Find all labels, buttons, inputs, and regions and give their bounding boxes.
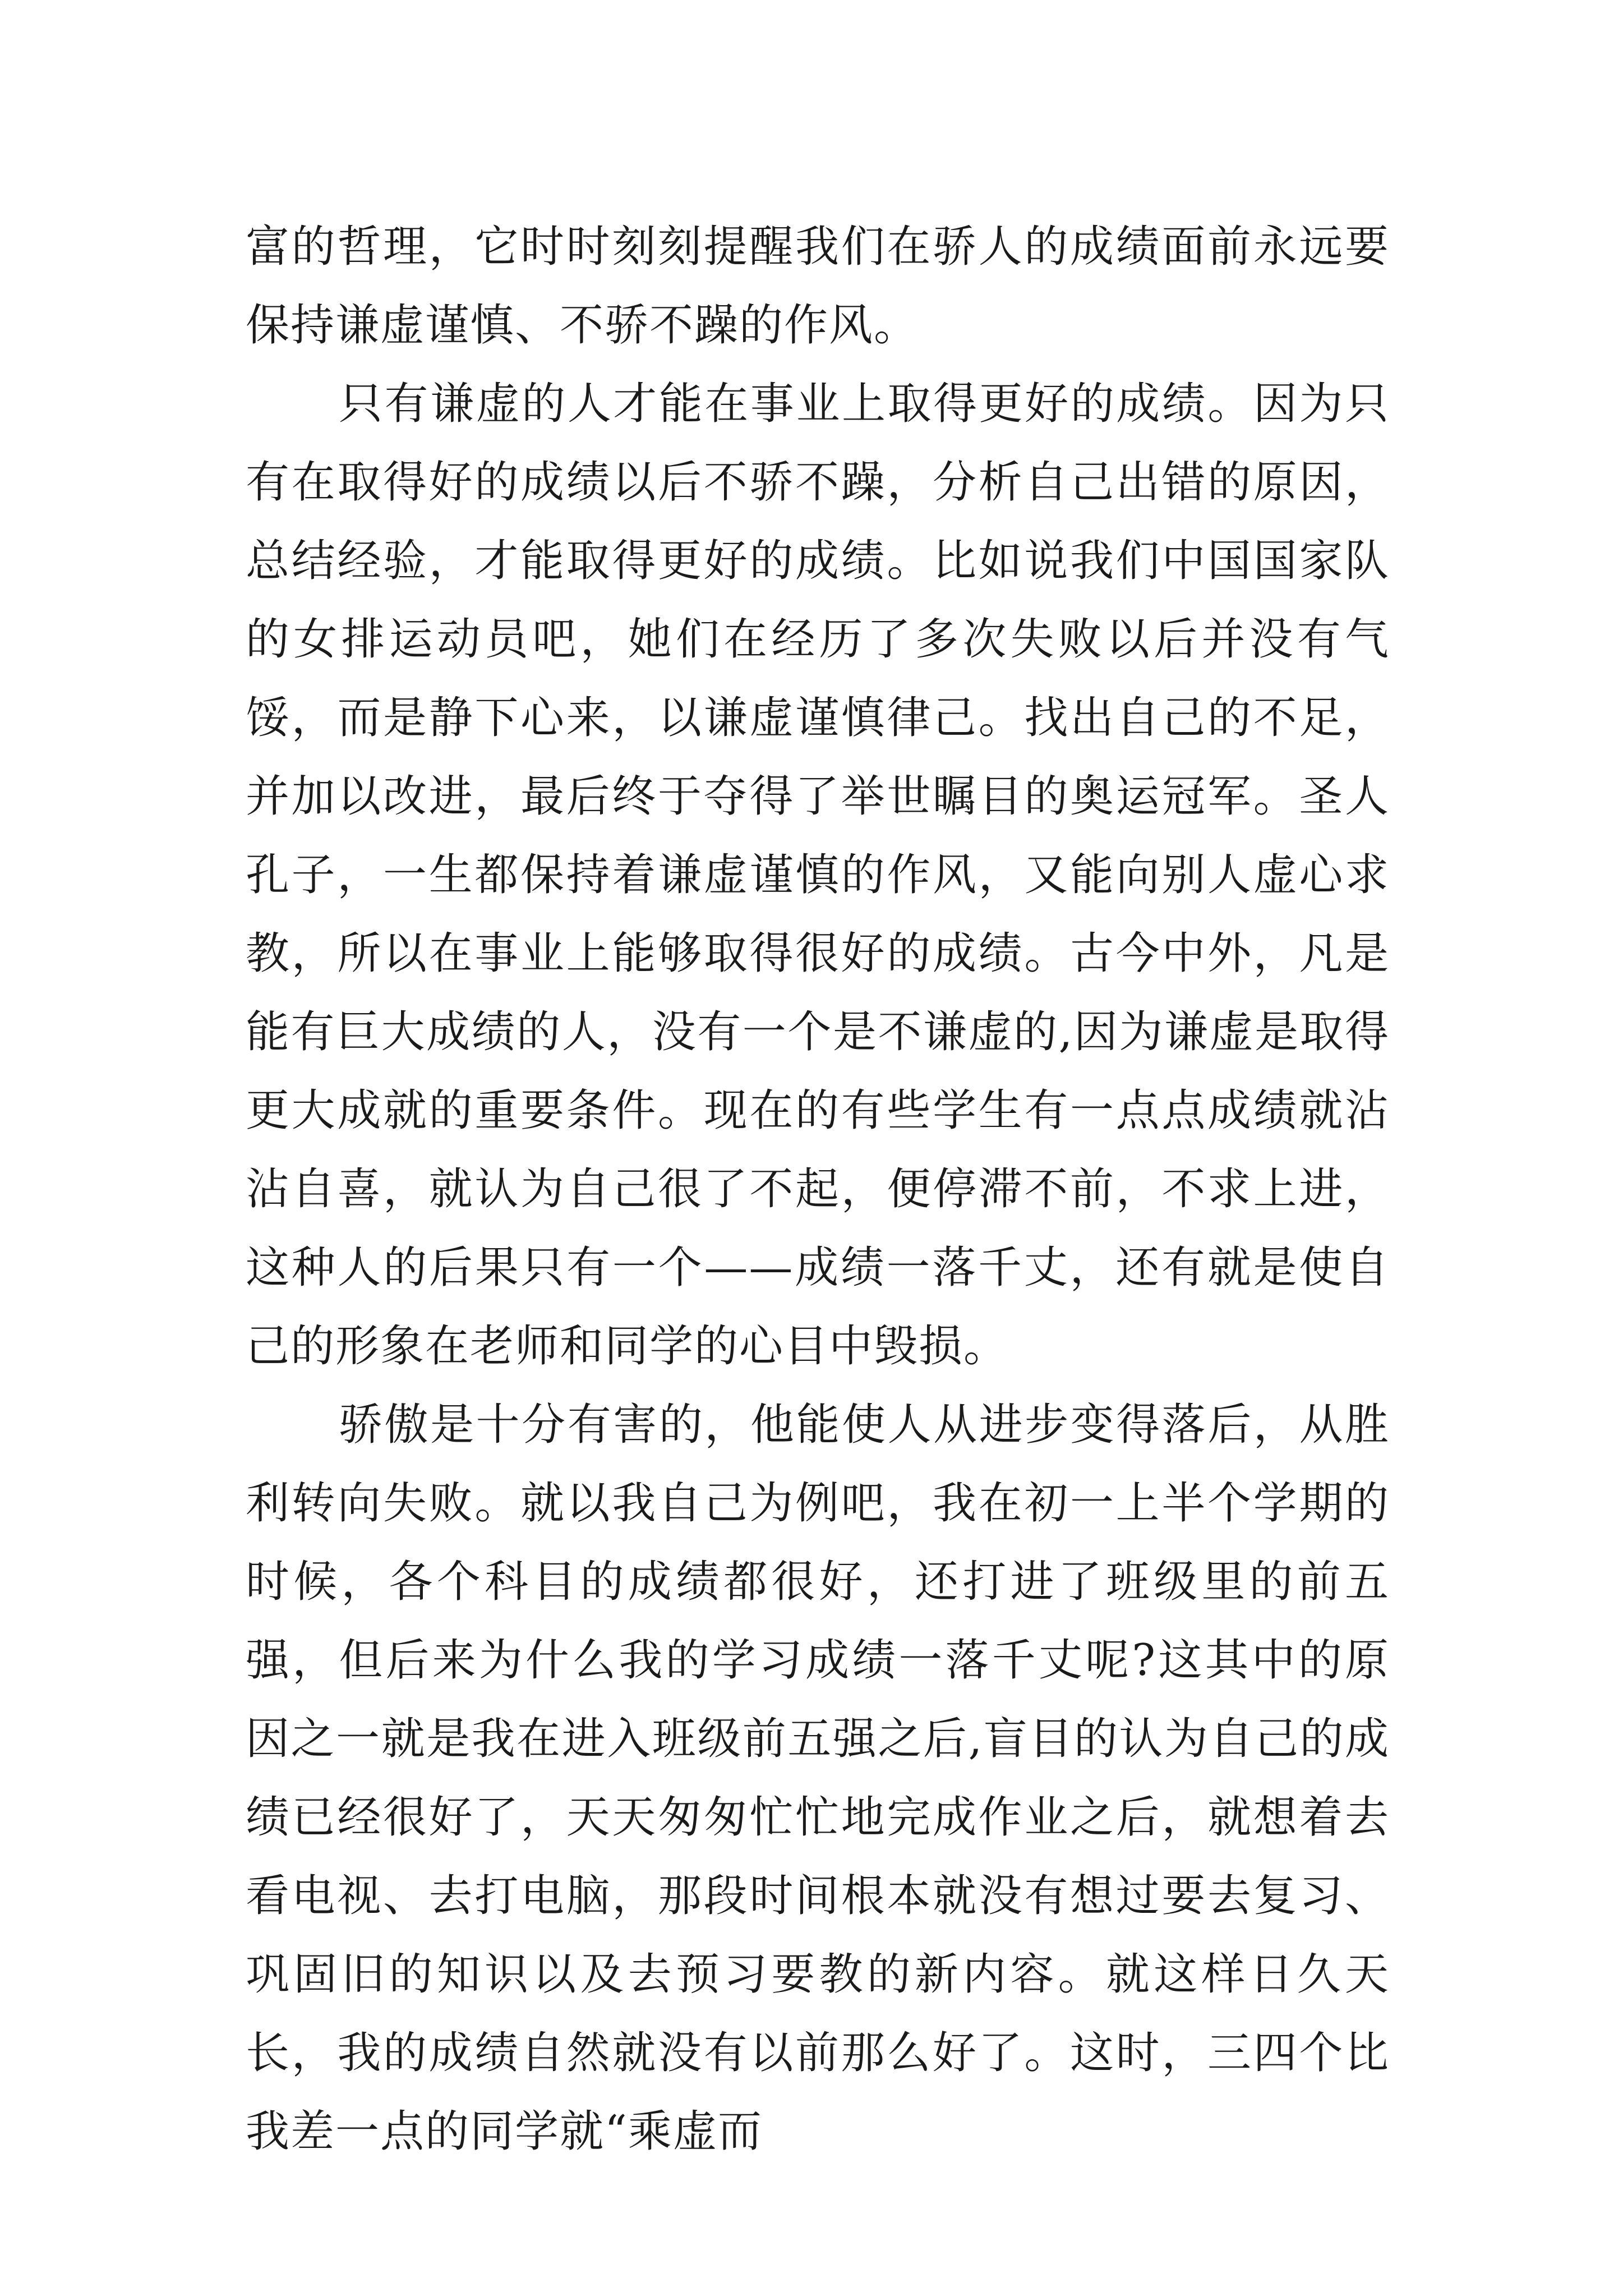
paragraph-3: 骄傲是十分有害的，他能使人从进步变得落后，从胜利转向失败。就以我自己为例吧，我在初一上半个学期的时候，各个科目的成绩都很好，还打进了班级里的前五强，但后来为什么我的学习成绩一落千丈呢?这其中的原因之一就是我在进入班级前五强之后,盲目的认为自己的成绩已经很好了，天天匆匆忙忙地完成作业之后，就想着去看电视、去打电脑，那段时间根本就没有想过要去复习、巩固旧的知识以及去预习要教的新内容。就这样日久天长，我的成绩自然就没有以前那么好了。这时，三四个比我差一点的同学就“乘虚而: [246, 1400, 1390, 2157]
paragraph-2: 只有谦虚的人才能在事业上取得更好的成绩。因为只有在取得好的成绩以后不骄不躁，分析自己出错的原因，总结经验，才能取得更好的成绩。比如说我们中国国家队的女排运动员吧，她们在经历了多次失败以后并没有气馁，而是静下心来，以谦虚谨慎律己。找出自己的不足，并加以改进，最后终于夺得了举世瞩目的奥运冠军。圣人孔子，一生都保持着谦虚谨慎的作风，又能向别人虚心求教，所以在事业上能够取得很好的成绩。古今中外，凡是能有巨大成绩的人，没有一个是不谦虚的,因为谦虚是取得更大成就的重要条件。现在的有些学生有一点点成绩就沾沾自喜，就认为自己很了不起，便停滞不前，不求上进，这种人的后果只有一个——成绩一落千丈，还有就是使自己的形象在老师和同学的心目中毁损。: [246, 379, 1390, 1372]
paragraph-1: 富的哲理，它时时刻刻提醒我们在骄人的成绩面前永远要保持谦虚谨慎、不骄不躁的作风。: [246, 222, 1390, 351]
document-body: [246, 208, 1390, 2171]
